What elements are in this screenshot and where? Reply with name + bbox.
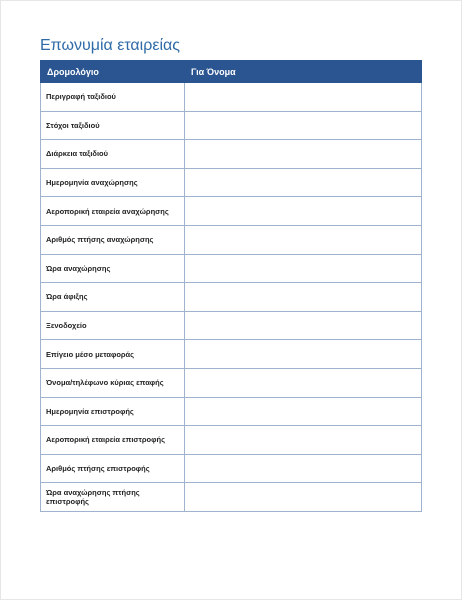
company-name-title: Επωνυμία εταιρείας	[40, 37, 180, 54]
row-value-return-flight-departure-time[interactable]	[185, 483, 422, 512]
row-value-return-date[interactable]	[185, 397, 422, 426]
row-value-departure-airline[interactable]	[185, 197, 422, 226]
table-row	[41, 83, 422, 112]
row-label-departure-flight-number: Αριθμός πτήσης αναχώρησης	[41, 225, 185, 254]
table-row	[41, 168, 422, 197]
table-row	[41, 140, 422, 169]
itinerary-table	[40, 60, 422, 512]
row-label-main-contact: Όνομα/τηλέφωνο κύριας επαφής	[41, 368, 185, 397]
table-row	[41, 426, 422, 455]
table-row	[41, 197, 422, 226]
header-for-name: Για Όνομα	[185, 61, 422, 83]
row-label-departure-airline: Αεροπορική εταιρεία αναχώρησης	[41, 197, 185, 226]
table-row	[41, 483, 422, 512]
row-value-ground-transport[interactable]	[185, 340, 422, 369]
row-value-departure-date[interactable]	[185, 168, 422, 197]
table-row	[41, 311, 422, 340]
row-label-arrival-time: Ώρα άφιξης	[41, 283, 185, 312]
row-value-arrival-time[interactable]	[185, 283, 422, 312]
row-label-departure-date: Ημερομηνία αναχώρησης	[41, 168, 185, 197]
row-label-departure-time: Ώρα αναχώρησης	[41, 254, 185, 283]
table-row	[41, 397, 422, 426]
row-label-trip-duration: Διάρκεια ταξιδιού	[41, 140, 185, 169]
row-label-return-airline: Αεροπορική εταιρεία επιστροφής	[41, 426, 185, 455]
row-value-return-airline[interactable]	[185, 426, 422, 455]
row-label-trip-goals: Στόχοι ταξιδιού	[41, 111, 185, 140]
row-value-trip-description[interactable]	[185, 83, 422, 112]
row-label-hotel: Ξενοδοχείο	[41, 311, 185, 340]
row-value-hotel[interactable]	[185, 311, 422, 340]
table-row	[41, 454, 422, 483]
row-value-trip-duration[interactable]	[185, 140, 422, 169]
row-label-return-flight-departure-time: Ώρα αναχώρησης πτήσης επιστροφής	[41, 483, 185, 512]
table-row	[41, 340, 422, 369]
row-value-trip-goals[interactable]	[185, 111, 422, 140]
row-label-trip-description: Περιγραφή ταξιδιού	[41, 83, 185, 112]
row-label-return-date: Ημερομηνία επιστροφής	[41, 397, 185, 426]
table-header-row	[41, 61, 422, 83]
row-label-ground-transport: Επίγειο μέσο μεταφοράς	[41, 340, 185, 369]
header-itinerary: Δρομολόγιο	[41, 61, 185, 83]
table-row	[41, 368, 422, 397]
row-label-return-flight-number: Αριθμός πτήσης επιστροφής	[41, 454, 185, 483]
row-value-departure-time[interactable]	[185, 254, 422, 283]
table-row	[41, 254, 422, 283]
row-value-departure-flight-number[interactable]	[185, 225, 422, 254]
table-row	[41, 283, 422, 312]
table-row	[41, 111, 422, 140]
row-value-main-contact[interactable]	[185, 368, 422, 397]
table-row	[41, 225, 422, 254]
row-value-return-flight-number[interactable]	[185, 454, 422, 483]
